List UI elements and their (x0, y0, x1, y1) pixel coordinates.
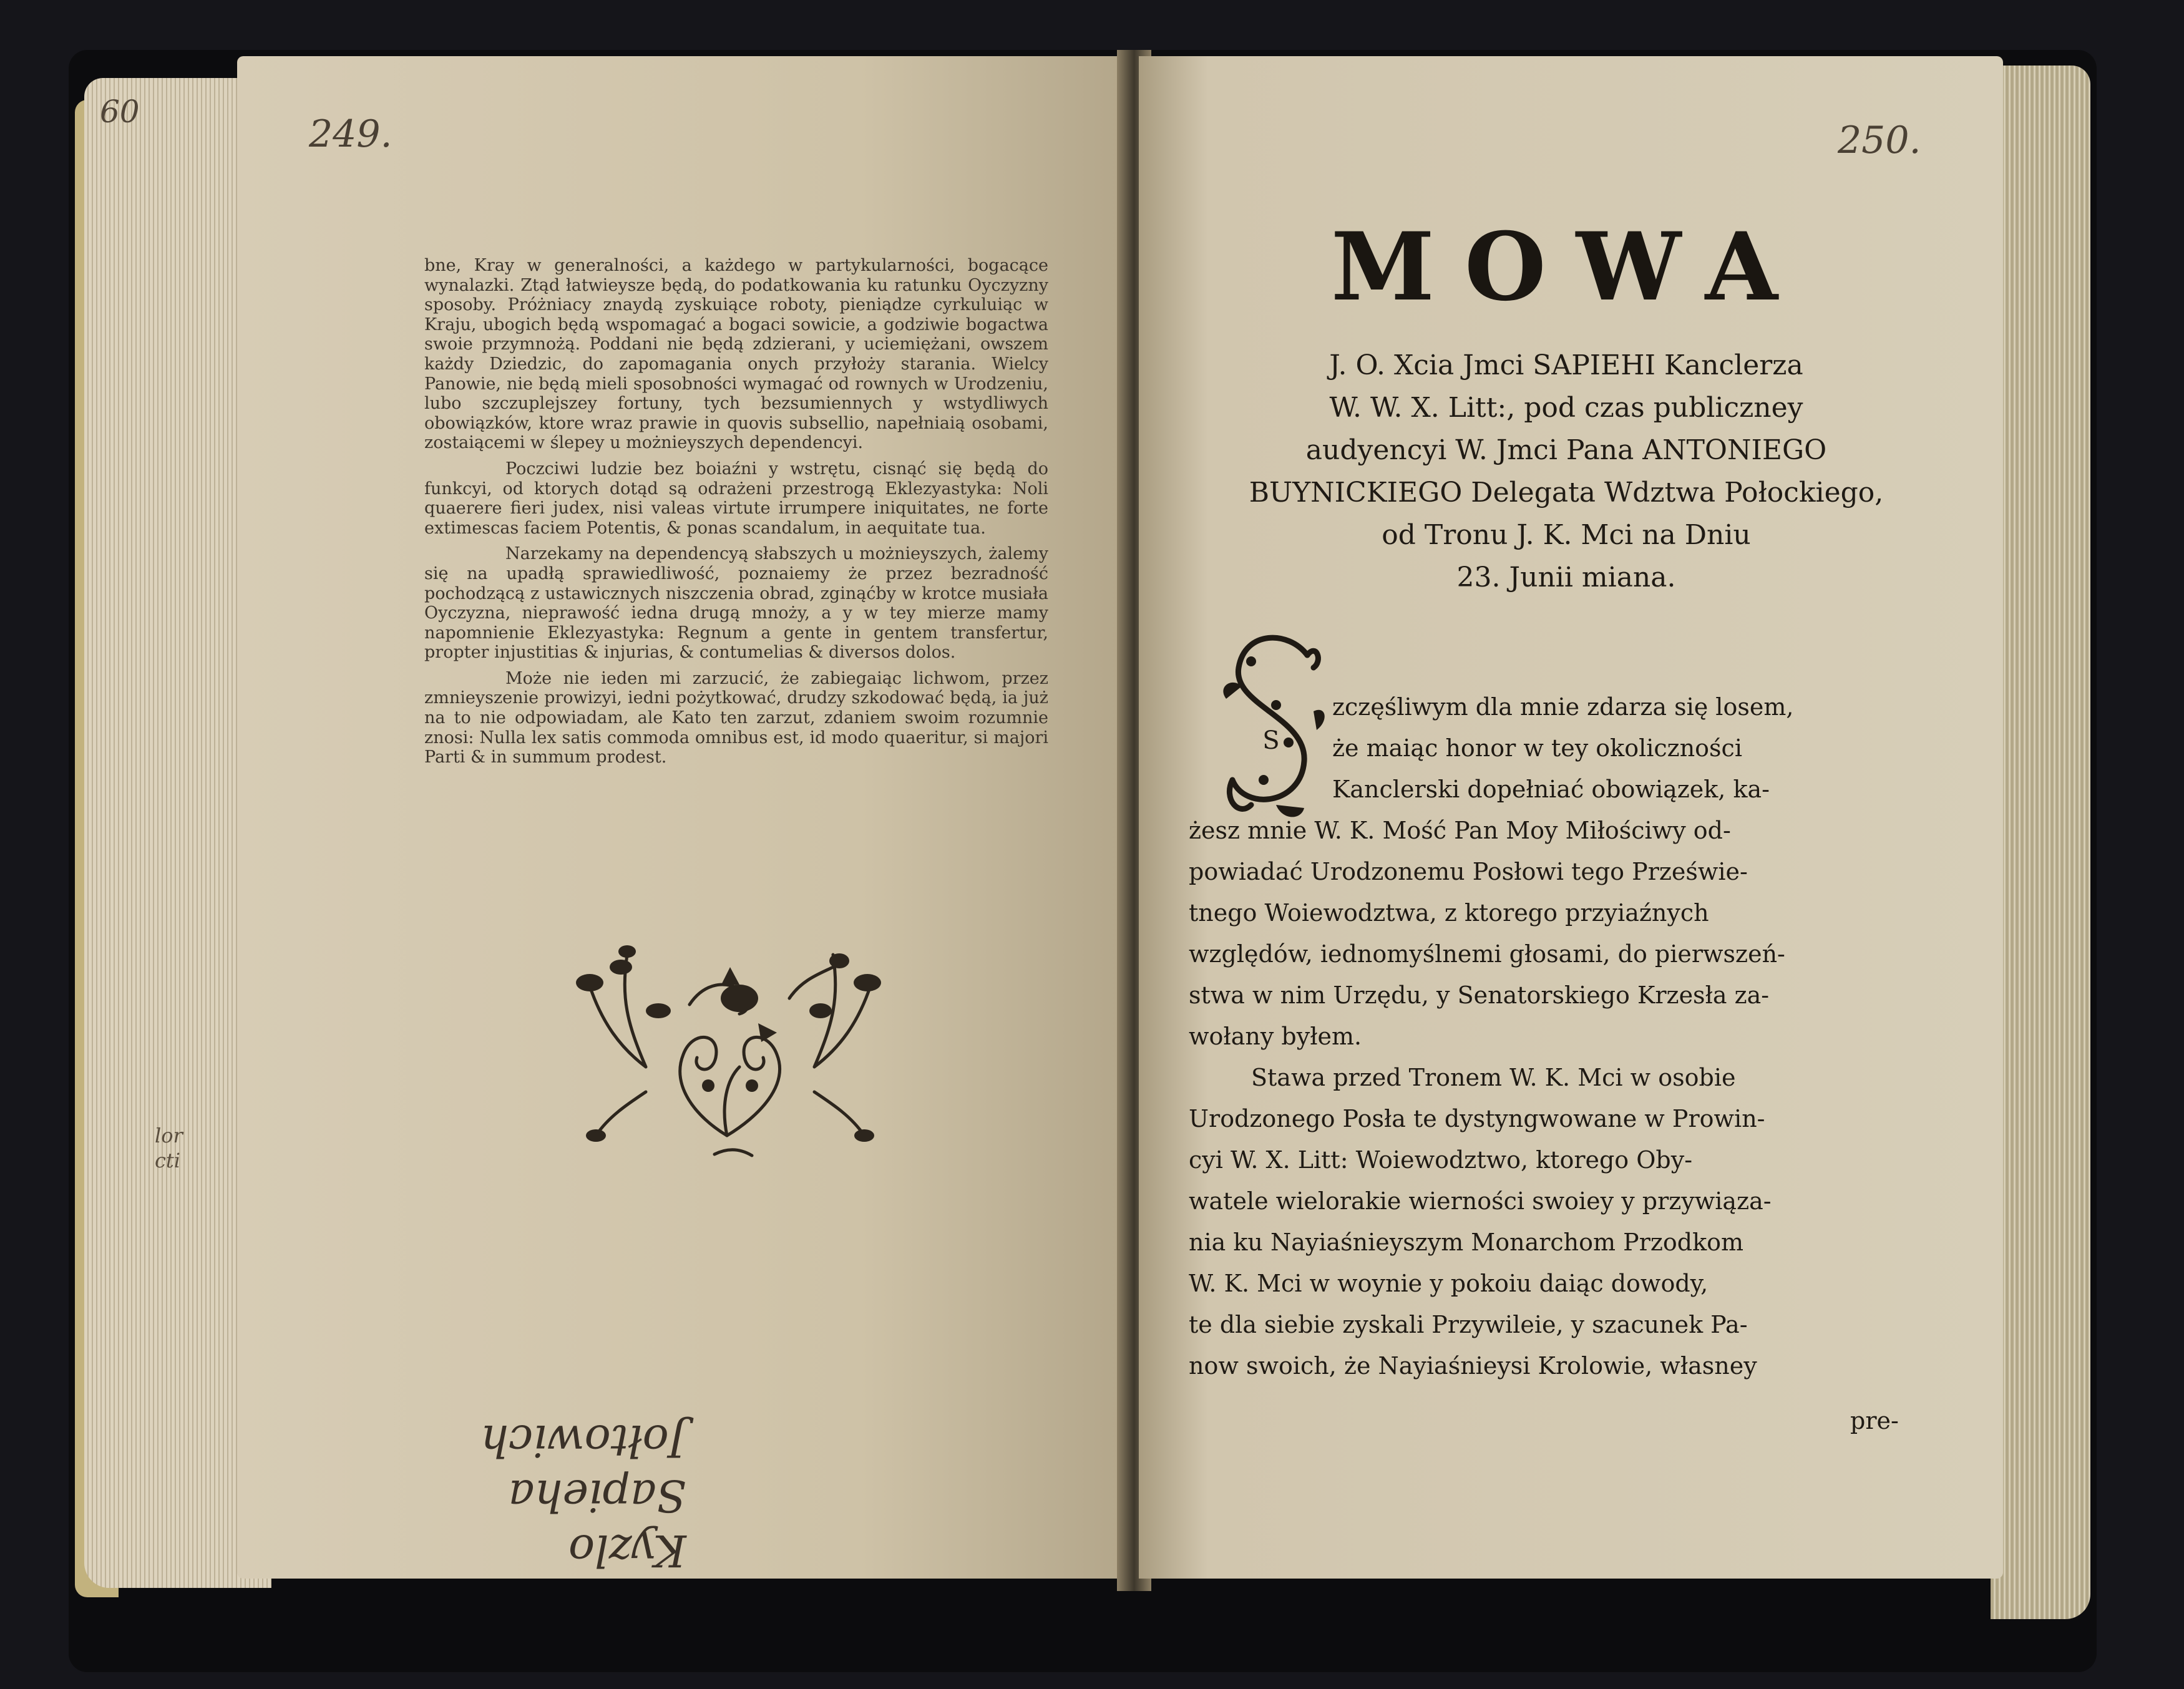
body-line: żesz mnie W. K. Mość Pan Moy Miłościwy od- (1189, 817, 1731, 844)
page-title: MOWA (1331, 212, 1808, 322)
body-line: powiadać Urodzonemu Posłowi tego Prześwie- (1189, 858, 1748, 885)
body-line: zczęśliwym dla mnie zdarza się losem, (1332, 693, 1794, 721)
edge-scrawl-line: cti (155, 1149, 181, 1172)
body-line: względów, iednomyślnemi głosami, do pierwszeń- (1189, 940, 1785, 968)
floral-ornament (552, 930, 902, 1167)
body-line: te dla siebie zyskali Przywileie, y szacunek Pa- (1189, 1311, 1748, 1338)
heading-line: 23. Junii miana. (1456, 562, 1676, 593)
heading-line: J. O. Xcia Jmci SAPIEHI Kanclerza (1329, 349, 1803, 381)
heading-line: BUYNICKIEGO Delegata Wdztwa Połockiego, (1249, 477, 1884, 509)
body-line: nia ku Nayiaśnieyszym Monarchom Przodkom (1189, 1229, 1744, 1256)
paragraph: Narzekamy na dependencyą słabszych u możnieyszych, żalemy się na upadłą sprawiedliwość, poznaiemy że przez bezradność pochodzącą z ustawicznych niszczenia obrad, zginąćby w krotce musiała Oyczyzna, nieprawość iedna drugą mnoży, a y w tey mierze mamy napomnienie Eklezyastyka: Regnum a gente in gentem transfertur, propter injustitias & injurias, & contumelias & diversos dolos. (424, 544, 1048, 663)
right-page (1139, 56, 2003, 1579)
speech-heading (1176, 344, 1956, 599)
body-line: stwa w nim Urzędu, y Senatorskiego Krzesła za- (1189, 981, 1770, 1009)
signature-line: Jołtowich (480, 1415, 686, 1466)
heading-line: W. W. X. Litt:, pod czas publiczney (1329, 392, 1803, 424)
left-page (237, 56, 1126, 1579)
left-page-text (424, 256, 1048, 774)
body-line: Urodzonego Posła te dystyngwowane w Prowin- (1189, 1105, 1765, 1132)
speech-body (1189, 686, 1941, 1386)
body-line: now swoich, że Nayiaśnieysi Krolowie, własney (1189, 1352, 1757, 1380)
dropcap-letter: S (1262, 726, 1280, 755)
body-line: tnego Woiewodztwa, z ktorego przyiaźnych (1189, 899, 1709, 927)
signature-line: Sapieha (508, 1470, 686, 1521)
paragraph: Poczciwi ludzie bez boiaźni y wstrętu, cisnąć się będą do funkcyi, od ktorych dotąd są odrażeni przestrogą Eklezyastyka: Noli quaerere fieri judex, nisi valeas virtute irrumpere iniquitates, ne forte extimescas faciem Potentis, & ponas scandalum, in aequitate tua. (424, 459, 1048, 538)
paragraph: bne, Kray w generalności, a każdego w partykularności, bogacące wynalazki. Ztąd łatwieysze będą, do podatkowania ku ratunku Oyczyzny sposoby. Próżniacy znaydą zyskuiące roboty, pieniądze cyrkuluiąc w Kraju, ubogich będą wspomagać a bogaci sowicie, a godziwie bogactwa swoie przymnożą. Poddani nie będą zdzierani, y uciemiężani, owszem każdy Dziedzic, do zapomagania onych przyłoży starania. Wielcy Panowie, nie będą mieli sposobności wymagać od rownych w Urodzeniu, lubo szczuplejszey fortuny, tych bezsumiennych y wstydliwych obowiązków, ktore wraz prawie in quovis subsellio, napełniaią osobami, zostaiącemi w ślepey u możnieyszych dependencyi. (424, 256, 1048, 453)
body-line: wołany byłem. (1189, 1023, 1362, 1050)
left-page-number: 249. (309, 112, 392, 156)
right-page-number: 250. (1838, 119, 1921, 162)
body-line: Kanclerski dopełniać obowiązek, ka- (1332, 776, 1770, 803)
edge-scrawl-line: lor (155, 1124, 183, 1147)
heading-line: od Tronu J. K. Mci na Dniu (1382, 519, 1751, 551)
paragraph: Może nie ieden mi zarzucić, że zabiegaiąc lichwom, przez zmnieyszenie prowizyi, iedni pożytkować, drudzy szkodować będą, ia już na to nie odpowiadam, ale Kato ten zarzut, zdaniem swoim rozumnie znosi: Nulla lex satis commoda omnibus est, id modo quaeritur, si majori Parti & in summum prodest. (424, 668, 1048, 767)
right-page-edges (1991, 66, 2090, 1619)
body-line: cyi W. X. Litt: Woiewodztwo, ktorego Oby- (1189, 1146, 1693, 1174)
edge-scrawl (155, 1123, 183, 1173)
catchword: pre- (1850, 1407, 1899, 1434)
signature-line: Kyzlo (568, 1525, 686, 1576)
handwritten-signature (480, 1413, 686, 1578)
body-line: Stawa przed Tronem W. K. Mci w osobie (1251, 1064, 1736, 1091)
body-line: że maiąc honor w tey okoliczności (1332, 734, 1742, 762)
body-line: W. K. Mci w woynie y pokoiu daiąc dowody, (1189, 1270, 1709, 1297)
heading-line: audyencyi W. Jmci Pana ANTONIEGO (1305, 434, 1827, 466)
margin-mark: 60 (100, 94, 140, 130)
body-line: watele wielorakie wierności swoiey y przywiąza- (1189, 1187, 1772, 1215)
